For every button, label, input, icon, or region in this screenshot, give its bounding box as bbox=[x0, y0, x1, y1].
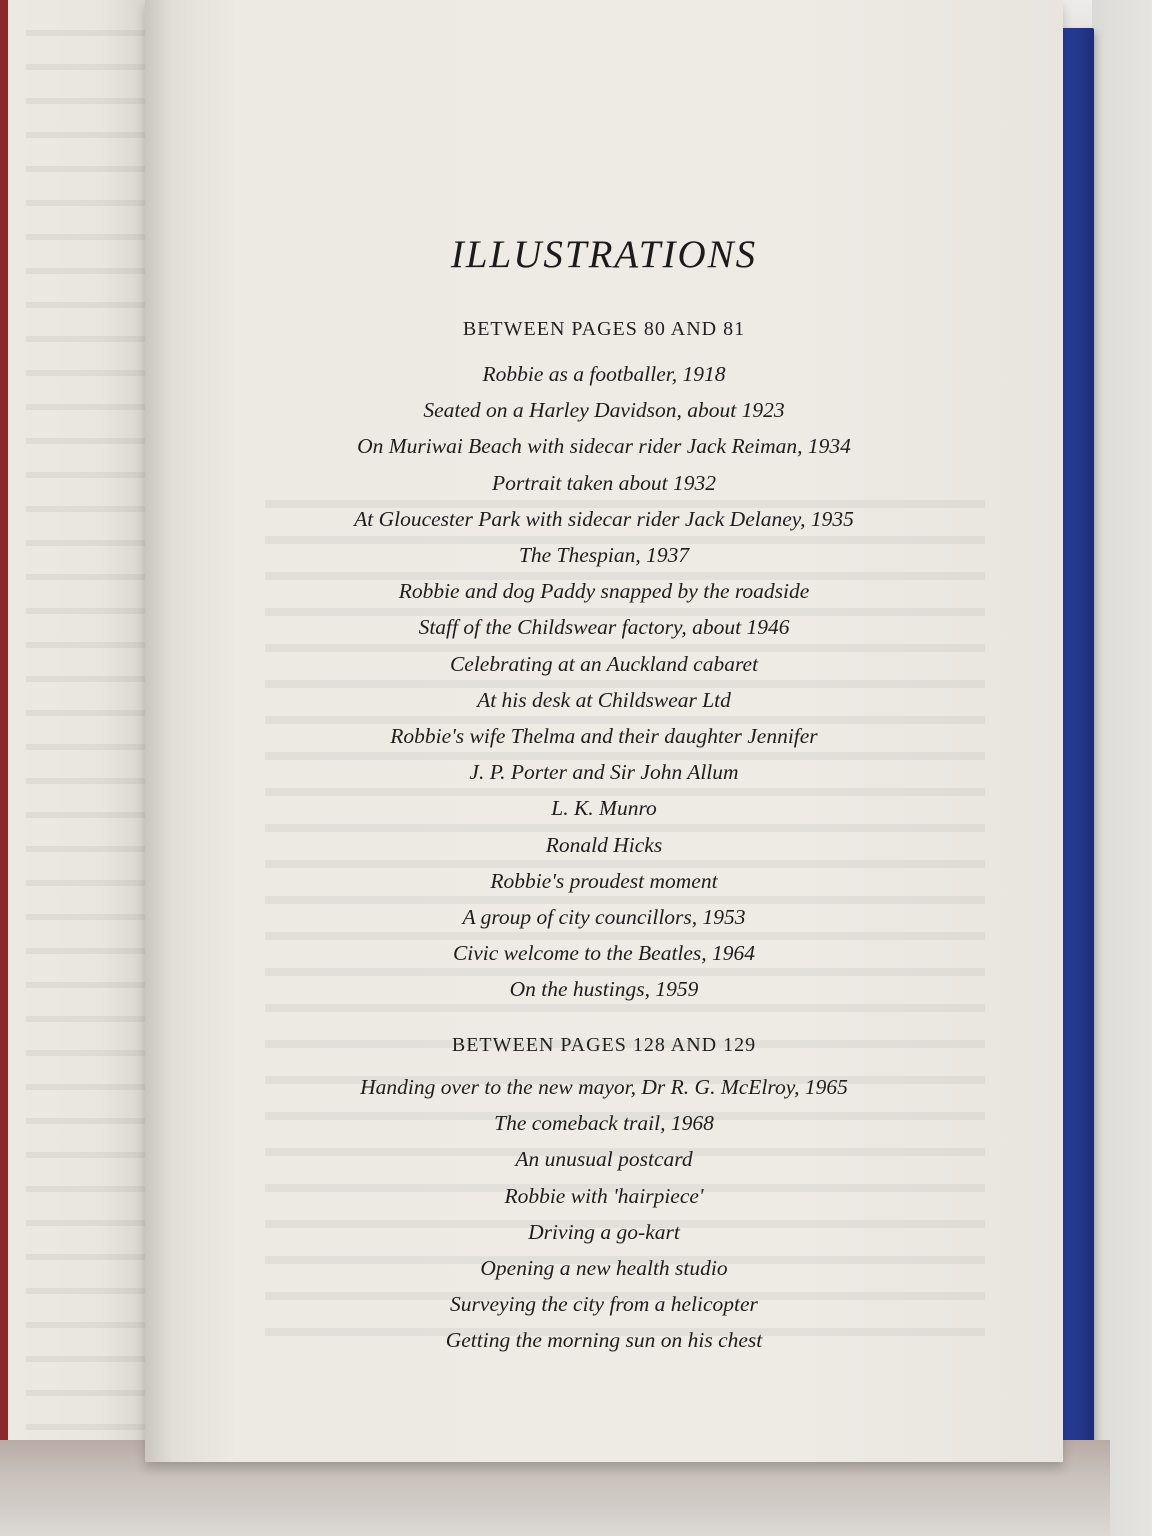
list-item: On Muriwai Beach with sidecar rider Jack Reiman, 1934 bbox=[357, 434, 851, 459]
page-content bbox=[145, 0, 1063, 1462]
list-item: Celebrating at an Auckland cabaret bbox=[449, 651, 759, 676]
background-surface-right bbox=[1092, 0, 1152, 1536]
list-item: Robbie's wife Thelma and their daughter Jennifer bbox=[390, 724, 818, 749]
list-item: J. P. Porter and Sir John Allum bbox=[469, 760, 739, 785]
list-item: Getting the morning sun on his chest bbox=[445, 1328, 763, 1353]
list-item: Staff of the Childswear factory, about 1946 bbox=[418, 615, 790, 640]
list-item: Seated on a Harley Davidson, about 1923 bbox=[423, 398, 785, 423]
list-item: Robbie and dog Paddy snapped by the roadside bbox=[398, 579, 810, 604]
list-item: Ronald Hicks bbox=[545, 832, 663, 857]
list-item: The comeback trail, 1968 bbox=[494, 1111, 714, 1136]
section-heading: BETWEEN PAGES 128 AND 129 bbox=[451, 1034, 757, 1056]
book-page bbox=[145, 0, 1063, 1462]
list-item: Robbie's proudest moment bbox=[490, 868, 718, 893]
list-item: Portrait taken about 1932 bbox=[492, 470, 716, 495]
list-item: The Thespian, 1937 bbox=[518, 543, 690, 568]
illustration-list bbox=[145, 1069, 1063, 1359]
list-item: L. K. Munro bbox=[551, 796, 657, 821]
illustration-list bbox=[145, 356, 1063, 1008]
list-item: A group of city councillors, 1953 bbox=[462, 905, 746, 930]
list-item: Robbie as a footballer, 1918 bbox=[482, 362, 726, 386]
list-item: On the hustings, 1959 bbox=[509, 977, 699, 1002]
list-item: Robbie with 'hairpiece' bbox=[504, 1183, 704, 1208]
section-heading: BETWEEN PAGES 80 AND 81 bbox=[462, 318, 746, 340]
list-item: An unusual postcard bbox=[515, 1147, 693, 1172]
list-item: Handing over to the new mayor, Dr R. G. McElroy, 1965 bbox=[360, 1075, 848, 1099]
list-item: Opening a new health studio bbox=[480, 1256, 728, 1281]
list-item: Surveying the city from a helicopter bbox=[450, 1292, 758, 1317]
list-item: At his desk at Childswear Ltd bbox=[477, 687, 731, 712]
page-title: ILLUSTRATIONS bbox=[450, 233, 758, 276]
list-item: Driving a go-kart bbox=[528, 1219, 680, 1244]
list-item: At Gloucester Park with sidecar rider Jack Delaney, 1935 bbox=[354, 506, 854, 531]
list-item: Civic welcome to the Beatles, 1964 bbox=[452, 941, 756, 966]
